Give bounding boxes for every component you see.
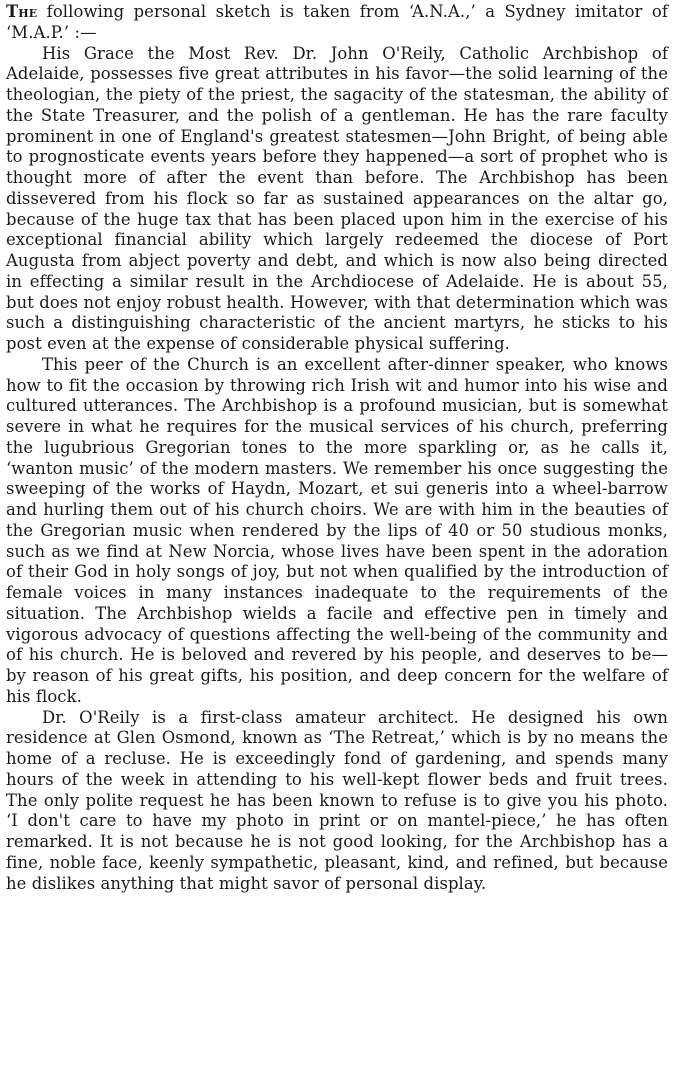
intro-lead-word: The <box>6 2 38 21</box>
body-paragraph-2: This peer of the Church is an excellent after-dinner speaker, who knows how to fit the occasion by throwing rich Irish wit and humor into his wise and cultured utterances. The Archbishop is a profound musician, but is somewhat severe in what he requires for the musical services of his church, preferring the lugubrious Gregorian tones to the more sparkling or, as he calls it, ‘wanton music’ of the modern masters. We remember his once suggesting the sweeping of the works of Haydn, Mozart, et sui generis into a wheel-barrow and hurling them out of his church choirs. We are with him in the beauties of the Gregorian music when rendered by the lips of 40 or 50 studious monks, such as we find at New Norcia, whose lives have been spent in the adoration of their God in holy songs of joy, but not when qualified by the introduction of female voices in many instances inadequate to the requirements of the situation. The Archbishop wields a facile and effective pen in timely and vigorous advocacy of questions affecting the well-being of the community and of his church. He is beloved and revered by his people, and deserves to be—by reason of his great gifts, his position, and deep concern for the welfare of his flock. <box>6 354 668 706</box>
intro-paragraph <box>6 2 668 44</box>
intro-text: following personal sketch is taken from ‘A.N.A.,’ a Sydney imitator of ‘M.A.P.’ :— <box>6 2 668 42</box>
body-paragraph-1: His Grace the Most Rev. Dr. John O'Reily, Catholic Archbishop of Adelaide, possesses five great attributes in his favor—the solid learning of the theologian, the piety of the priest, the sagacity of the statesman, the ability of the State Treasurer, and the polish of a gentleman. He has the rare faculty prominent in one of England's greatest statesmen—John Bright, of being able to prognosticate events years before they happened—a sort of prophet who is thought more of after the event than before. The Archbishop has been dissevered from his flock so far as sustained appearances on the altar go, because of the huge tax that has been placed upon him in the exercise of his exceptional financial ability which largely redeemed the diocese of Port Augusta from abject poverty and debt, and which is now also being directed in effecting a similar result in the Archdiocese of Adelaide. He is about 55, but does not enjoy robust health. However, with that determination which was such a distinguishing characteristic of the ancient martyrs, he sticks to his post even at the expense of considerable physical suffering. <box>6 43 668 353</box>
body-paragraph-3: Dr. O'Reily is a first-class amateur architect. He designed his own residence at Glen Osmond, known as ‘The Retreat,’ which is by no means the home of a recluse. He is exceedingly fond of gardening, and spends many hours of the week in attending to his well-kept flower beds and fruit trees. The only polite request he has been known to refuse is to give you his photo. ‘I don't care to have my photo in print or on mantel-piece,’ he has often remarked. It is not because he is not good looking, for the Archbishop has a fine, noble face, keenly sympathetic, pleasant, kind, and refined, but because he dislikes anything that might savor of personal display. <box>6 707 668 893</box>
